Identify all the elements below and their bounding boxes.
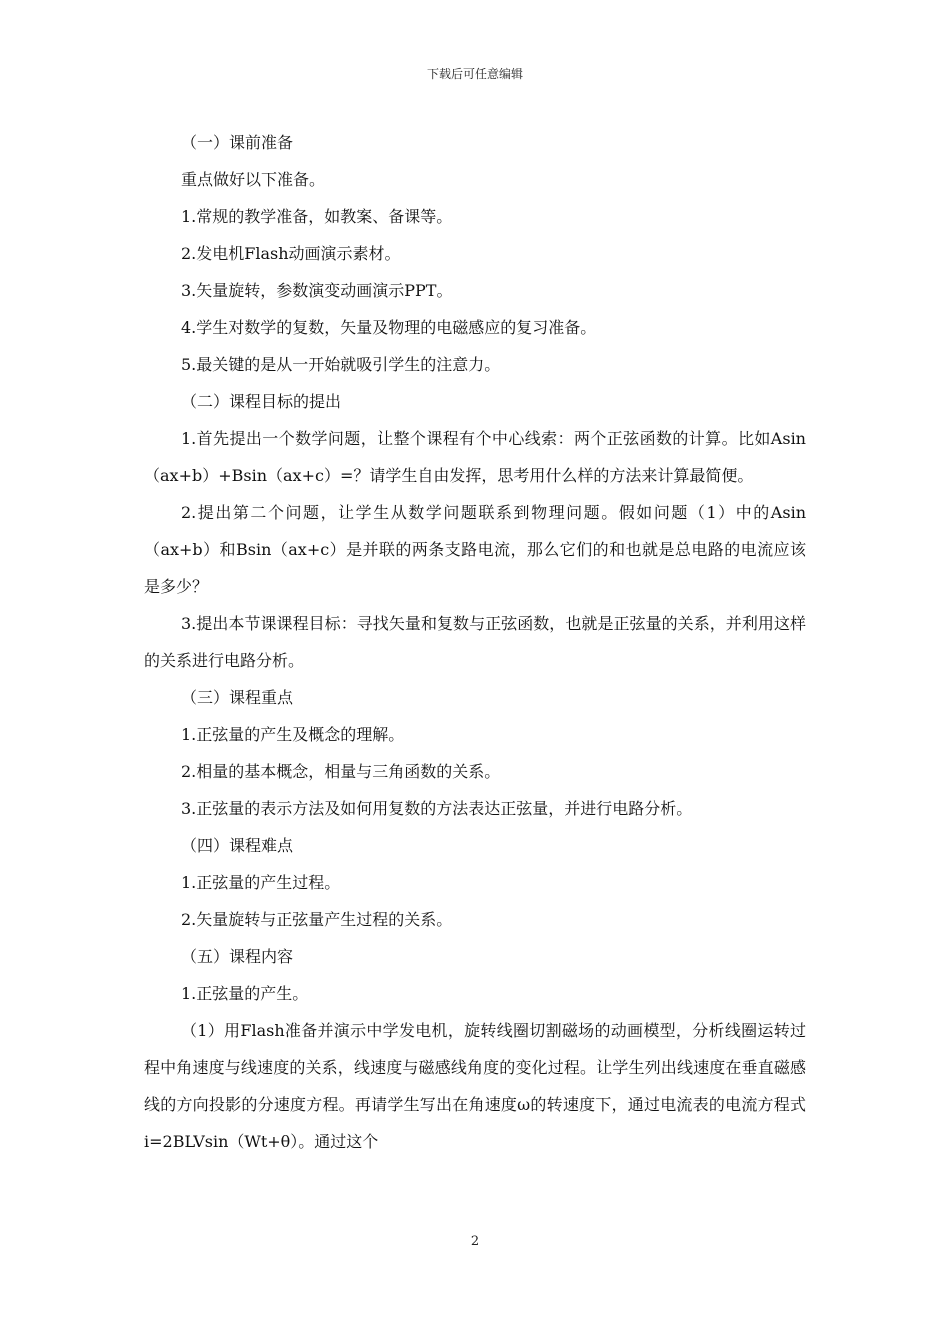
- list-item: 4.学生对数学的复数，矢量及物理的电磁感应的复习准备。: [181, 318, 597, 337]
- list-item: 3.矢量旋转，参数演变动画演示PPT。: [181, 281, 453, 300]
- list-item: 2.矢量旋转与正弦量产生过程的关系。: [181, 910, 453, 929]
- list-item: 1.常规的教学准备，如教案、备课等。: [181, 207, 453, 226]
- section-heading: （一）课前准备: [181, 133, 294, 152]
- list-item: 1.正弦量的产生过程。: [181, 873, 341, 892]
- page-number: 2: [470, 1234, 480, 1249]
- section-heading: （二）课程目标的提出: [181, 392, 342, 411]
- paragraph: 2.提出第二个问题，让学生从数学问题联系到物理问题。假如问题（1）中的Asin（ax+b）和Bsin（ax+c）是并联的两条支路电流，那么它们的和也就是总电路的电流应该是多少？: [144, 503, 806, 596]
- list-item: 2.相量的基本概念，相量与三角函数的关系。: [181, 762, 501, 781]
- list-item: 3.正弦量的表示方法及如何用复数的方法表达正弦量，并进行电路分析。: [181, 799, 693, 818]
- section-heading: （三）课程重点: [181, 688, 294, 707]
- list-item: 1.正弦量的产生。: [181, 984, 309, 1003]
- list-item: 5.最关键的是从一开始就吸引学生的注意力。: [181, 355, 501, 374]
- section-heading: （五）课程内容: [181, 947, 294, 966]
- page-content: [144, 124, 806, 1160]
- paragraph: 重点做好以下准备。: [181, 170, 326, 189]
- paragraph: 3.提出本节课课程目标：寻找矢量和复数与正弦函数，也就是正弦量的关系，并利用这样的关系进行电路分析。: [144, 614, 806, 670]
- paragraph: 1.首先提出一个数学问题，让整个课程有个中心线索：两个正弦函数的计算。比如Asin（ax+b）+Bsin（ax+c）=？请学生自由发挥，思考用什么样的方法来计算最简便。: [144, 429, 806, 485]
- section-heading: （四）课程难点: [181, 836, 294, 855]
- page-header: 下载后可任意编辑: [426, 67, 523, 81]
- paragraph: （1）用Flash准备并演示中学发电机，旋转线圈切割磁场的动画模型，分析线圈运转过程中角速度与线速度的关系，线速度与磁感线角度的变化过程。让学生列出线速度在垂直磁感线的方向投影的分速度方程。再请学生写出在角速度ω的转速度下，通过电流表的电流方程式i=2BLVsin（Wt+θ）。通过这个: [144, 1021, 806, 1151]
- list-item: 1.正弦量的产生及概念的理解。: [181, 725, 405, 744]
- list-item: 2.发电机Flash动画演示素材。: [181, 244, 401, 263]
